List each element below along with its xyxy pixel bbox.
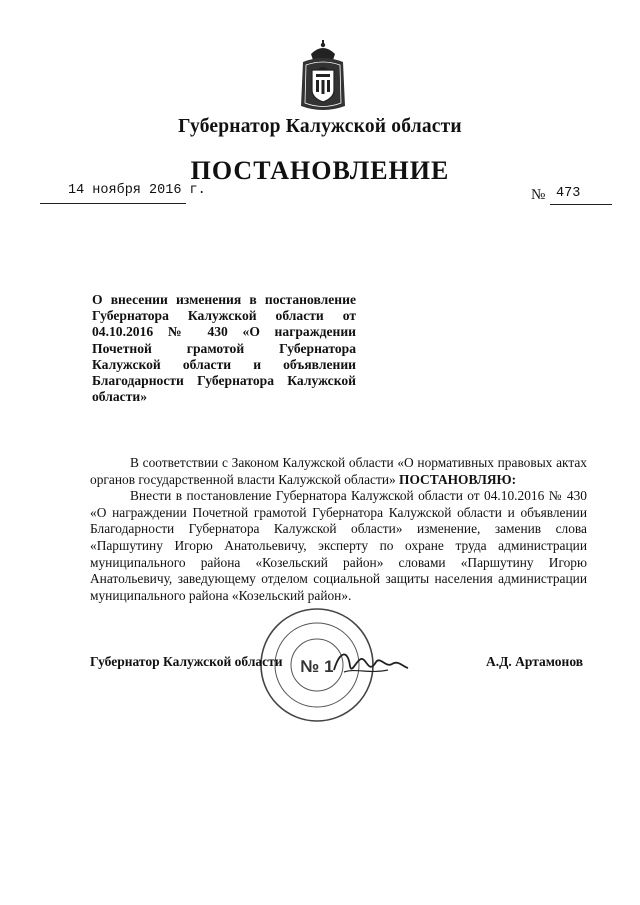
document-date: 14 ноября 2016 г. <box>68 183 206 198</box>
decree-keyword: ПОСТАНОВЛЯЮ: <box>399 471 517 487</box>
body-paragraph-2: Внести в постановление Губернатора Калужской области от 04.10.2016 № 430 «О награждении Почетной грамотой Губернатора Калужской области и объявлении Благодарности Губернатора Калужской области» изменение, заменив слова «Паршутину Игорю Анатольевичу, эксперту по охране труда администрации муниципального района «Козельский район» словами «Паршутину Игорю Анатольевичу, заведующему отделом социальной защиты населения администрации муниципального района «Козельский район». <box>90 488 587 603</box>
document-type-heading: ПОСТАНОВЛЕНИЕ <box>190 156 450 185</box>
handwritten-signature <box>330 642 410 682</box>
stamp-number: № 1 <box>300 657 334 676</box>
coat-of-arms-icon <box>297 40 349 116</box>
issuer-title: Губернатор Калужской области <box>178 116 462 137</box>
paragraph-1-text: В соответствии с Законом Калужской области «О нормативных правовых актах органов государственной власти Калужской области» <box>90 455 587 487</box>
signatory-name: А.Д. Артамонов <box>486 654 584 669</box>
body-paragraph-1 <box>90 455 587 488</box>
document-subject: О внесении изменения в постановление Губернатора Калужской области от 04.10.2016 № 430 «О награждении Почетной грамотой Губернатора Калужской области и объявлении Благодарности Губернатора Калужской области» <box>92 292 356 405</box>
document-body <box>90 455 587 604</box>
signatory-position: Губернатор Калужской области <box>90 654 283 669</box>
document-number: 473 <box>556 186 581 201</box>
number-sign: № <box>531 187 546 203</box>
